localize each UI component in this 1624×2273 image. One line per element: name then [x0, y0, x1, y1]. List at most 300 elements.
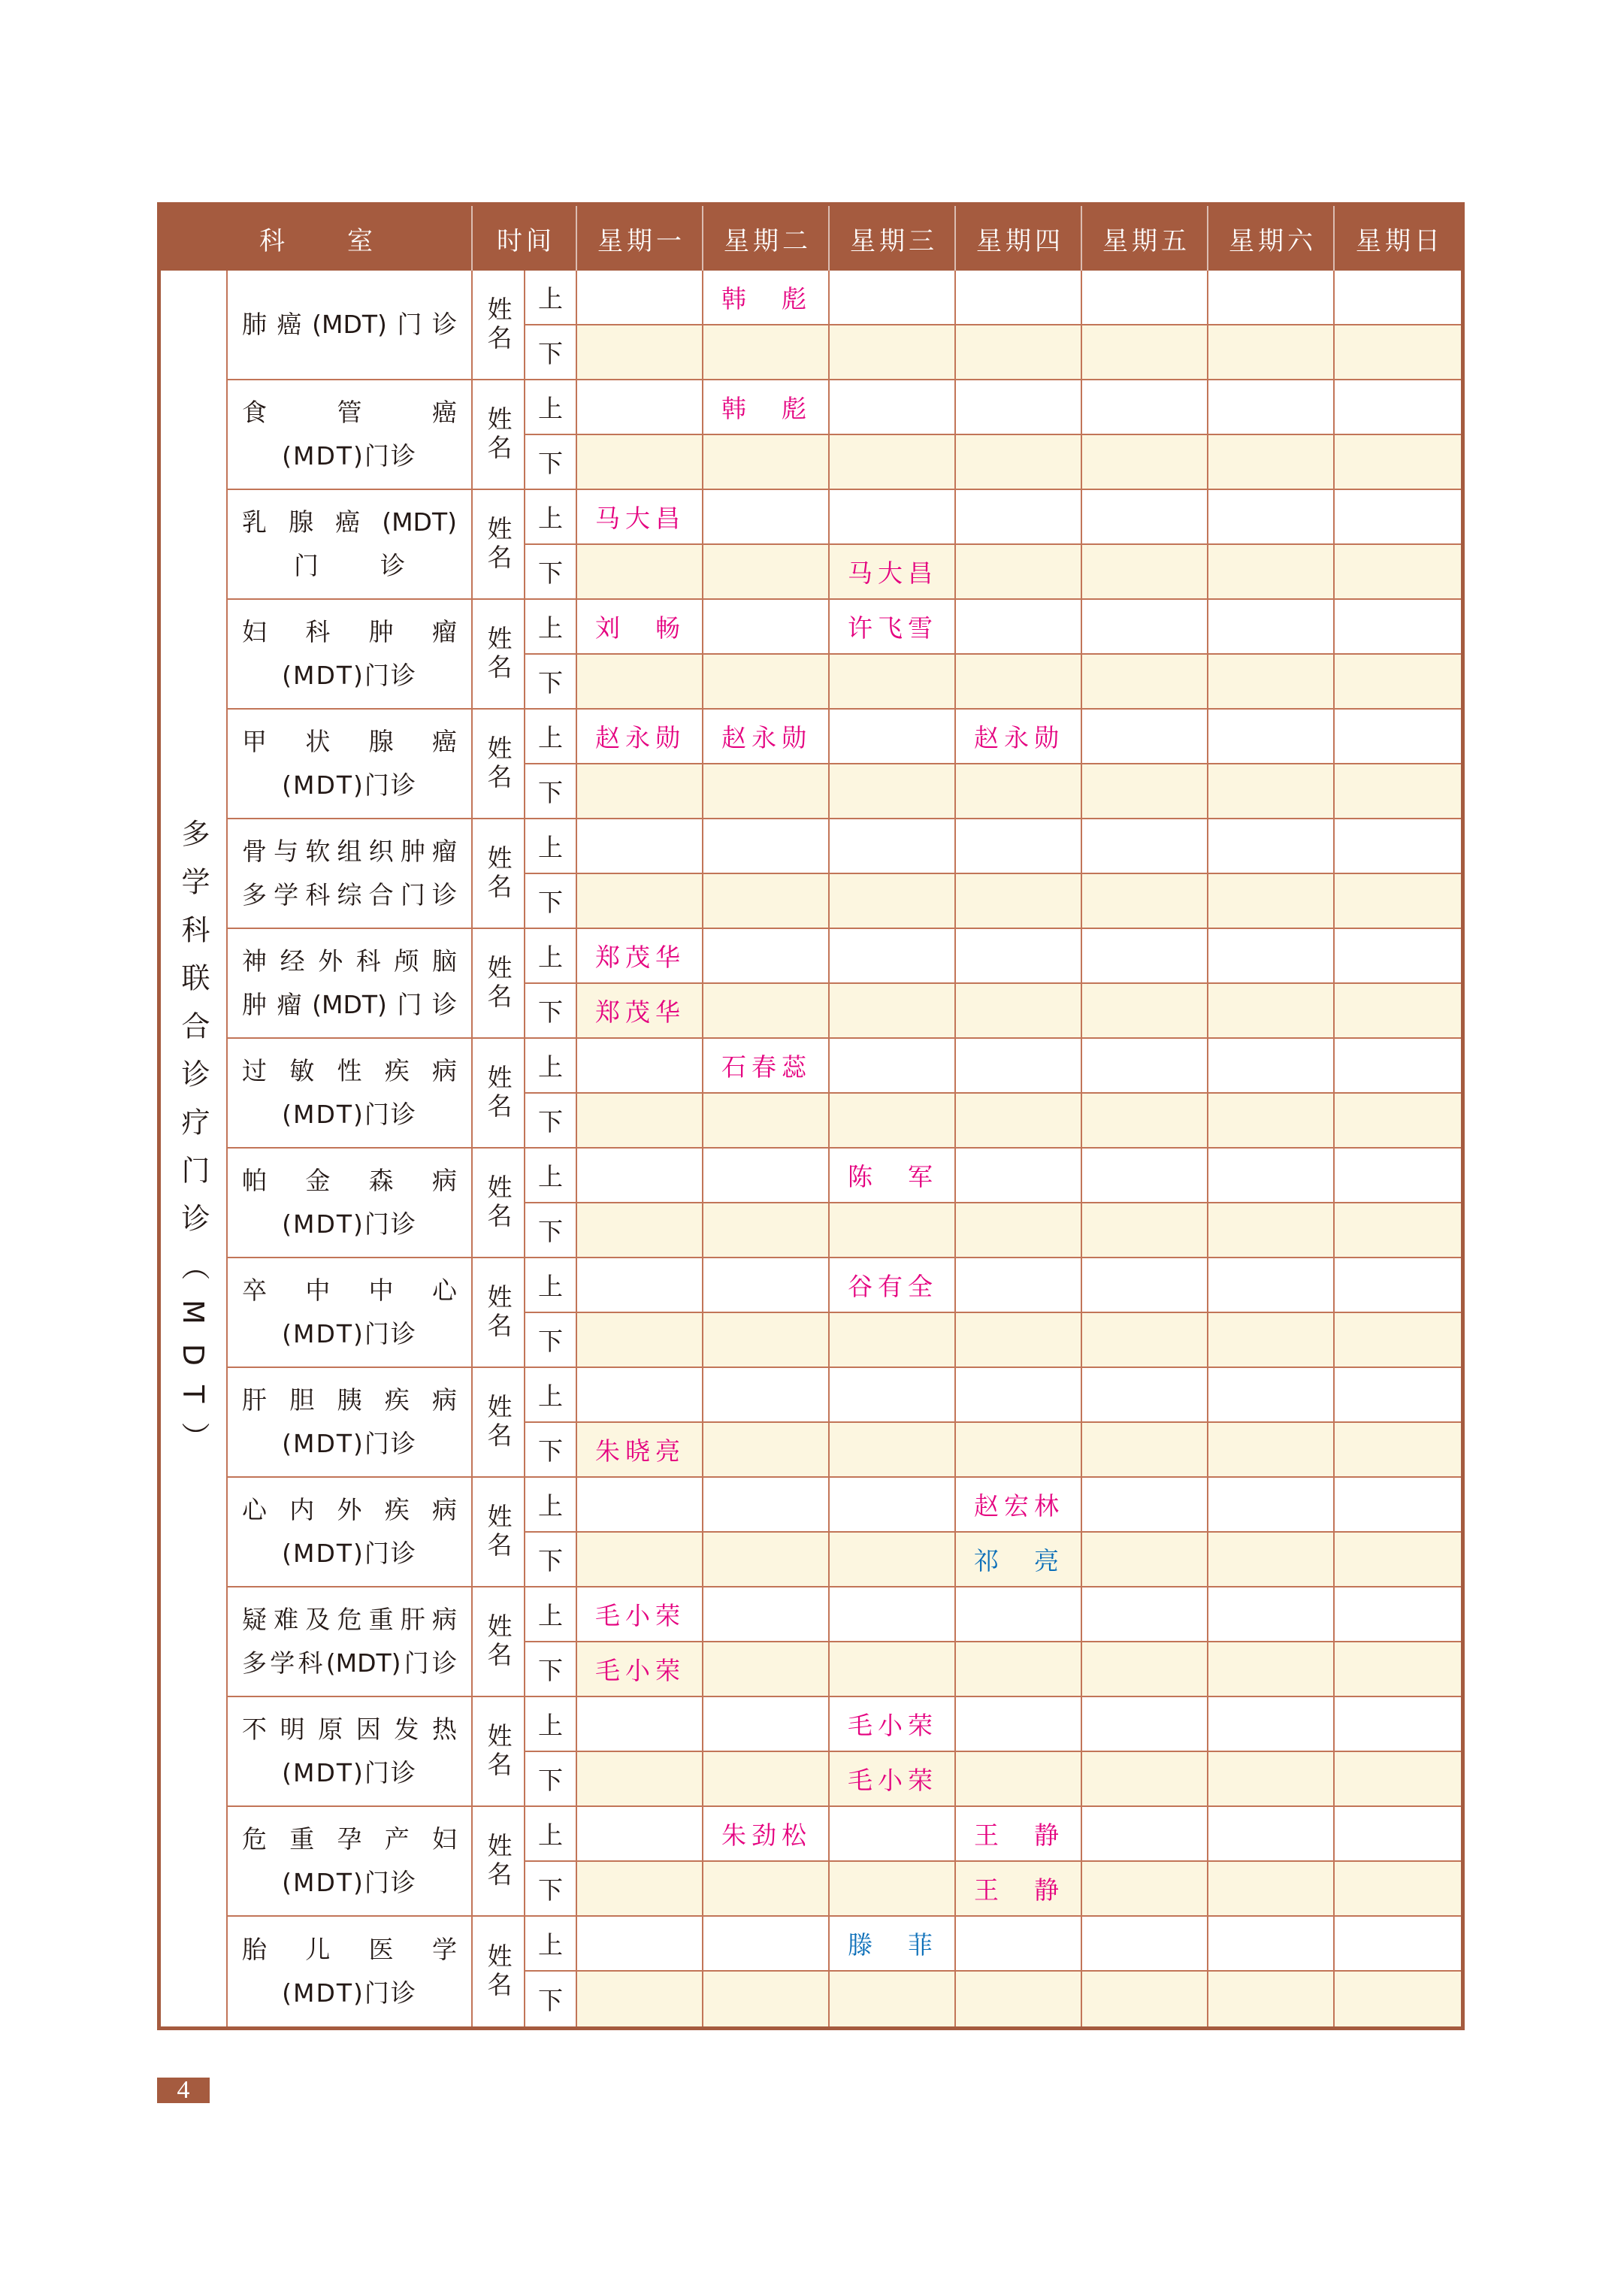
period-pm-label: 下	[525, 1423, 577, 1478]
doctor-name: 马大昌	[848, 558, 938, 588]
doctor-name: 赵宏林	[974, 1491, 1064, 1521]
schedule-cell-thu-pm	[956, 1972, 1082, 2026]
department-label	[228, 271, 473, 380]
department-label-line: (MDT)门诊	[282, 441, 417, 471]
schedule-cell-mon-pm	[577, 1423, 703, 1478]
schedule-cell-fri-am	[1082, 1478, 1208, 1533]
period-pm-label: 下	[525, 1862, 577, 1917]
period-am-label: 上	[525, 1478, 577, 1533]
period-am-label: 上	[525, 1807, 577, 1862]
schedule-cell-tue-am	[703, 710, 830, 764]
department-label-line: 妇科肿瘤	[242, 617, 457, 646]
schedule-cell-sun-am	[1335, 1149, 1461, 1203]
department-label	[228, 1258, 473, 1368]
period-am-label: 上	[525, 1917, 577, 1972]
department-label	[228, 380, 473, 490]
schedule-cell-tue-am	[703, 1368, 830, 1423]
schedule-cell-sun-pm	[1335, 1642, 1461, 1697]
schedule-cell-thu-am	[956, 1917, 1082, 1972]
department-label-line: 肿瘤(MDT)门诊	[242, 990, 457, 1019]
schedule-cell-mon-pm	[577, 764, 703, 819]
name-label: 姓名	[483, 1613, 513, 1670]
period-pm-label: 下	[525, 655, 577, 710]
schedule-cell-tue-am	[703, 490, 830, 545]
schedule-cell-wed-am	[830, 1149, 956, 1203]
schedule-cell-wed-am	[830, 929, 956, 984]
name-label: 姓名	[483, 1284, 513, 1341]
name-label: 姓名	[483, 296, 513, 353]
schedule-cell-wed-pm	[830, 874, 956, 929]
name-label-cell	[473, 929, 525, 1039]
department-label-line: 胎儿医学	[242, 1935, 457, 1964]
schedule-cell-wed-am	[830, 1368, 956, 1423]
schedule-cell-wed-am	[830, 1697, 956, 1752]
schedule-cell-wed-pm	[830, 325, 956, 380]
period-am-label: 上	[525, 1149, 577, 1203]
schedule-cell-sat-pm	[1208, 1642, 1335, 1697]
schedule-cell-mon-am	[577, 380, 703, 435]
period-pm-label: 下	[525, 545, 577, 600]
schedule-cell-sat-am	[1208, 1587, 1335, 1642]
schedule-cell-thu-am	[956, 1697, 1082, 1752]
schedule-cell-sat-pm	[1208, 1752, 1335, 1807]
schedule-cell-tue-pm	[703, 1423, 830, 1478]
schedule-cell-sun-am	[1335, 1587, 1461, 1642]
department-label-line: (MDT)门诊	[282, 1100, 417, 1129]
schedule-cell-fri-am	[1082, 1587, 1208, 1642]
period-am-label: 上	[525, 929, 577, 984]
schedule-cell-fri-pm	[1082, 1313, 1208, 1368]
header-day-thu: 星期四	[956, 206, 1082, 271]
department-label-line: (MDT)门诊	[282, 1868, 417, 1897]
period-pm-label: 下	[525, 1203, 577, 1258]
name-label: 姓名	[483, 1394, 513, 1451]
schedule-cell-fri-pm	[1082, 984, 1208, 1039]
department-label-line: 神经外科颅脑	[242, 946, 457, 976]
schedule-cell-tue-am	[703, 1807, 830, 1862]
schedule-cell-wed-am	[830, 490, 956, 545]
schedule-cell-sat-am	[1208, 600, 1335, 655]
schedule-cell-thu-am	[956, 710, 1082, 764]
schedule-cell-wed-pm	[830, 1313, 956, 1368]
name-label-cell	[473, 1368, 525, 1478]
name-label: 姓名	[483, 625, 513, 683]
schedule-cell-thu-pm	[956, 1094, 1082, 1149]
doctor-name: 韩 彪	[721, 394, 812, 423]
schedule-cell-fri-am	[1082, 819, 1208, 874]
name-label-cell	[473, 380, 525, 490]
department-label	[228, 1807, 473, 1917]
department-label-line: (MDT)门诊	[282, 661, 417, 690]
schedule-cell-sun-am	[1335, 271, 1461, 325]
schedule-cell-sat-pm	[1208, 1203, 1335, 1258]
schedule-cell-sat-pm	[1208, 435, 1335, 490]
schedule-cell-mon-pm	[577, 1752, 703, 1807]
schedule-cell-fri-am	[1082, 1039, 1208, 1094]
schedule-cell-tue-pm	[703, 984, 830, 1039]
schedule-cell-sat-am	[1208, 710, 1335, 764]
schedule-cell-wed-pm	[830, 1423, 956, 1478]
department-label-line: (MDT)门诊	[282, 1429, 417, 1458]
period-pm-label: 下	[525, 764, 577, 819]
period-pm-label: 下	[525, 984, 577, 1039]
schedule-cell-wed-pm	[830, 1533, 956, 1587]
schedule-cell-sun-pm	[1335, 435, 1461, 490]
schedule-cell-wed-am	[830, 1917, 956, 1972]
department-label-line: 肺癌(MDT)门诊	[242, 310, 457, 339]
schedule-cell-sat-pm	[1208, 1862, 1335, 1917]
schedule-cell-fri-am	[1082, 1258, 1208, 1313]
name-label: 姓名	[483, 1723, 513, 1780]
schedule-cell-sun-pm	[1335, 1094, 1461, 1149]
schedule-cell-sun-pm	[1335, 1972, 1461, 2026]
doctor-name: 郑茂华	[595, 997, 685, 1027]
schedule-cell-wed-am	[830, 1478, 956, 1533]
schedule-cell-mon-pm	[577, 655, 703, 710]
schedule-cell-sat-am	[1208, 1807, 1335, 1862]
schedule-cell-wed-am	[830, 1258, 956, 1313]
schedule-cell-sat-pm	[1208, 1313, 1335, 1368]
header-day-sun: 星期日	[1335, 206, 1461, 271]
schedule-cell-thu-am	[956, 1039, 1082, 1094]
schedule-cell-thu-pm	[956, 435, 1082, 490]
period-am-label: 上	[525, 1587, 577, 1642]
department-label-line: 肝胆胰疾病	[242, 1385, 457, 1415]
schedule-cell-sat-pm	[1208, 1423, 1335, 1478]
page-number: 4	[157, 2078, 210, 2103]
schedule-cell-sun-pm	[1335, 545, 1461, 600]
schedule-cell-tue-pm	[703, 1752, 830, 1807]
schedule-cell-tue-am	[703, 271, 830, 325]
department-label-line: (MDT)门诊	[282, 1319, 417, 1348]
department-label-line: (MDT)门诊	[282, 1209, 417, 1239]
doctor-name: 赵永勋	[721, 723, 812, 752]
schedule-cell-sun-am	[1335, 1039, 1461, 1094]
name-label-cell	[473, 1149, 525, 1258]
schedule-cell-sun-am	[1335, 1478, 1461, 1533]
schedule-cell-sat-am	[1208, 380, 1335, 435]
schedule-cell-thu-pm	[956, 1313, 1082, 1368]
schedule-cell-mon-pm	[577, 1533, 703, 1587]
schedule-cell-sat-pm	[1208, 764, 1335, 819]
schedule-cell-wed-pm	[830, 545, 956, 600]
schedule-cell-sat-am	[1208, 1697, 1335, 1752]
department-label-line: 骨与软组织肿瘤	[242, 837, 457, 866]
schedule-cell-thu-am	[956, 1258, 1082, 1313]
schedule-cell-thu-am	[956, 1368, 1082, 1423]
schedule-cell-mon-pm	[577, 1862, 703, 1917]
header-day-tue: 星期二	[703, 206, 830, 271]
schedule-cell-fri-am	[1082, 929, 1208, 984]
schedule-cell-mon-am	[577, 271, 703, 325]
schedule-cell-tue-am	[703, 1917, 830, 1972]
schedule-cell-sun-am	[1335, 1697, 1461, 1752]
schedule-cell-mon-am	[577, 1039, 703, 1094]
name-label-cell	[473, 490, 525, 600]
doctor-name: 郑茂华	[595, 943, 685, 972]
schedule-cell-thu-am	[956, 819, 1082, 874]
schedule-cell-sun-am	[1335, 1258, 1461, 1313]
schedule-cell-mon-am	[577, 1478, 703, 1533]
period-pm-label: 下	[525, 1533, 577, 1587]
schedule-cell-fri-pm	[1082, 1094, 1208, 1149]
schedule-cell-thu-pm	[956, 1862, 1082, 1917]
schedule-cell-wed-pm	[830, 984, 956, 1039]
name-label: 姓名	[483, 845, 513, 902]
schedule-cell-sat-am	[1208, 271, 1335, 325]
name-label: 姓名	[483, 1503, 513, 1560]
schedule-cell-sat-pm	[1208, 1972, 1335, 2026]
schedule-cell-sat-am	[1208, 1368, 1335, 1423]
schedule-cell-sun-am	[1335, 710, 1461, 764]
header-day-wed: 星期三	[830, 206, 956, 271]
doctor-name: 王 静	[974, 1875, 1064, 1905]
header-day-mon: 星期一	[577, 206, 703, 271]
header-time: 时间	[473, 206, 577, 271]
schedule-cell-mon-pm	[577, 1642, 703, 1697]
schedule-cell-thu-am	[956, 1587, 1082, 1642]
schedule-cell-fri-pm	[1082, 764, 1208, 819]
schedule-cell-tue-am	[703, 1258, 830, 1313]
schedule-cell-sat-am	[1208, 1039, 1335, 1094]
schedule-cell-mon-am	[577, 1258, 703, 1313]
schedule-cell-thu-pm	[956, 1423, 1082, 1478]
header-day-fri: 星期五	[1082, 206, 1208, 271]
mdt-schedule-table	[157, 202, 1465, 2030]
period-am-label: 上	[525, 271, 577, 325]
schedule-cell-wed-am	[830, 819, 956, 874]
schedule-cell-mon-am	[577, 600, 703, 655]
schedule-cell-sun-pm	[1335, 1313, 1461, 1368]
schedule-cell-sat-am	[1208, 1258, 1335, 1313]
schedule-cell-thu-pm	[956, 764, 1082, 819]
schedule-cell-wed-pm	[830, 1094, 956, 1149]
period-pm-label: 下	[525, 1313, 577, 1368]
schedule-cell-wed-am	[830, 1807, 956, 1862]
schedule-cell-sun-pm	[1335, 655, 1461, 710]
doctor-name: 石春蕊	[721, 1052, 812, 1082]
schedule-cell-sat-pm	[1208, 874, 1335, 929]
schedule-cell-mon-pm	[577, 1313, 703, 1368]
schedule-cell-thu-pm	[956, 655, 1082, 710]
schedule-cell-thu-pm	[956, 325, 1082, 380]
period-pm-label: 下	[525, 1752, 577, 1807]
schedule-cell-thu-pm	[956, 1752, 1082, 1807]
period-am-label: 上	[525, 600, 577, 655]
schedule-cell-sat-pm	[1208, 984, 1335, 1039]
schedule-cell-wed-am	[830, 1587, 956, 1642]
period-am-label: 上	[525, 1697, 577, 1752]
schedule-cell-sun-pm	[1335, 874, 1461, 929]
schedule-cell-sun-pm	[1335, 1423, 1461, 1478]
name-label-cell	[473, 710, 525, 819]
schedule-cell-thu-am	[956, 929, 1082, 984]
schedule-cell-fri-am	[1082, 490, 1208, 545]
department-label	[228, 1149, 473, 1258]
schedule-cell-tue-pm	[703, 655, 830, 710]
schedule-cell-sat-am	[1208, 1478, 1335, 1533]
schedule-cell-wed-am	[830, 600, 956, 655]
schedule-cell-thu-pm	[956, 1533, 1082, 1587]
doctor-name: 滕 菲	[848, 1930, 938, 1960]
department-label	[228, 929, 473, 1039]
schedule-cell-tue-pm	[703, 1313, 830, 1368]
schedule-cell-sun-am	[1335, 1917, 1461, 1972]
name-label-cell	[473, 271, 525, 380]
schedule-cell-wed-pm	[830, 764, 956, 819]
department-label-line: 多学科(MDT)门诊	[242, 1648, 457, 1678]
schedule-cell-fri-pm	[1082, 1203, 1208, 1258]
doctor-name: 赵永勋	[595, 723, 685, 752]
schedule-cell-fri-pm	[1082, 1862, 1208, 1917]
name-label: 姓名	[483, 1174, 513, 1231]
department-label-line: (MDT)门诊	[282, 1978, 417, 2008]
schedule-cell-mon-pm	[577, 984, 703, 1039]
department-label	[228, 1039, 473, 1149]
department-label	[228, 819, 473, 929]
period-pm-label: 下	[525, 325, 577, 380]
doctor-name: 赵永勋	[974, 723, 1064, 752]
schedule-cell-mon-am	[577, 1807, 703, 1862]
schedule-cell-sat-pm	[1208, 655, 1335, 710]
schedule-cell-mon-pm	[577, 545, 703, 600]
name-label: 姓名	[483, 406, 513, 463]
department-label-line: 门诊	[294, 551, 405, 580]
department-label	[228, 1697, 473, 1807]
schedule-cell-thu-am	[956, 1149, 1082, 1203]
name-label: 姓名	[483, 955, 513, 1012]
department-label-line: 危重孕产妇	[242, 1824, 457, 1854]
schedule-cell-thu-am	[956, 1478, 1082, 1533]
schedule-cell-sat-pm	[1208, 545, 1335, 600]
period-pm-label: 下	[525, 1094, 577, 1149]
name-label-cell	[473, 1697, 525, 1807]
schedule-cell-mon-am	[577, 929, 703, 984]
schedule-cell-sun-am	[1335, 490, 1461, 545]
name-label-cell	[473, 600, 525, 710]
name-label-cell	[473, 1039, 525, 1149]
doctor-name: 马大昌	[595, 504, 685, 533]
schedule-cell-fri-pm	[1082, 1423, 1208, 1478]
doctor-name: 刘 畅	[595, 613, 685, 643]
schedule-cell-sat-am	[1208, 1149, 1335, 1203]
schedule-cell-mon-am	[577, 1368, 703, 1423]
schedule-cell-fri-am	[1082, 380, 1208, 435]
department-label-line: 不明原因发热	[242, 1715, 457, 1744]
department-label	[228, 1368, 473, 1478]
schedule-cell-wed-pm	[830, 1203, 956, 1258]
schedule-cell-tue-am	[703, 380, 830, 435]
schedule-cell-tue-pm	[703, 1203, 830, 1258]
doctor-name: 韩 彪	[721, 284, 812, 313]
period-am-label: 上	[525, 1039, 577, 1094]
schedule-cell-thu-pm	[956, 545, 1082, 600]
period-am-label: 上	[525, 819, 577, 874]
schedule-cell-fri-pm	[1082, 325, 1208, 380]
period-pm-label: 下	[525, 435, 577, 490]
category-label: 多学科联合诊疗门诊（MDT）	[177, 819, 210, 1471]
doctor-name: 朱劲松	[721, 1821, 812, 1850]
category-label-cell	[161, 271, 228, 2026]
name-label-cell	[473, 1917, 525, 2026]
schedule-cell-fri-pm	[1082, 1642, 1208, 1697]
department-label	[228, 1587, 473, 1697]
name-label: 姓名	[483, 516, 513, 573]
name-label: 姓名	[483, 1943, 513, 2000]
schedule-cell-sun-pm	[1335, 984, 1461, 1039]
schedule-cell-tue-pm	[703, 874, 830, 929]
schedule-cell-sun-am	[1335, 1807, 1461, 1862]
name-label-cell	[473, 1807, 525, 1917]
schedule-cell-thu-am	[956, 490, 1082, 545]
schedule-cell-mon-pm	[577, 435, 703, 490]
schedule-cell-fri-pm	[1082, 874, 1208, 929]
schedule-cell-fri-am	[1082, 1149, 1208, 1203]
department-label-line: 疑难及危重肝病	[242, 1605, 457, 1634]
name-label: 姓名	[483, 1833, 513, 1890]
schedule-cell-sat-am	[1208, 1917, 1335, 1972]
schedule-cell-wed-pm	[830, 435, 956, 490]
department-label-line: 甲状腺癌	[242, 727, 457, 756]
schedule-cell-sun-am	[1335, 929, 1461, 984]
schedule-cell-mon-pm	[577, 325, 703, 380]
department-label-line: 多学科综合门诊	[242, 880, 457, 910]
department-label-line: (MDT)门诊	[282, 1758, 417, 1787]
schedule-cell-tue-am	[703, 1587, 830, 1642]
department-label	[228, 1917, 473, 2026]
schedule-cell-tue-pm	[703, 1972, 830, 2026]
period-am-label: 上	[525, 490, 577, 545]
schedule-cell-sat-am	[1208, 490, 1335, 545]
schedule-cell-tue-am	[703, 600, 830, 655]
name-label-cell	[473, 819, 525, 929]
schedule-cell-wed-pm	[830, 1642, 956, 1697]
schedule-cell-tue-pm	[703, 435, 830, 490]
schedule-cell-tue-pm	[703, 1533, 830, 1587]
doctor-name: 谷有全	[848, 1272, 938, 1301]
schedule-cell-tue-pm	[703, 325, 830, 380]
schedule-cell-sun-am	[1335, 819, 1461, 874]
schedule-cell-mon-pm	[577, 1972, 703, 2026]
schedule-cell-wed-am	[830, 380, 956, 435]
doctor-name: 王 静	[974, 1821, 1064, 1850]
name-label-cell	[473, 1258, 525, 1368]
schedule-cell-sun-pm	[1335, 1533, 1461, 1587]
department-label-line: 心内外疾病	[242, 1495, 457, 1524]
schedule-cell-sun-am	[1335, 380, 1461, 435]
doctor-name: 毛小荣	[595, 1601, 685, 1630]
header-department: 科 室	[161, 206, 473, 271]
schedule-cell-fri-pm	[1082, 545, 1208, 600]
schedule-cell-sun-am	[1335, 600, 1461, 655]
department-label	[228, 600, 473, 710]
schedule-cell-tue-am	[703, 1697, 830, 1752]
department-label-line: 乳腺癌(MDT)	[242, 507, 457, 537]
schedule-cell-sat-am	[1208, 929, 1335, 984]
schedule-cell-thu-pm	[956, 984, 1082, 1039]
schedule-cell-fri-pm	[1082, 1533, 1208, 1587]
period-pm-label: 下	[525, 874, 577, 929]
schedule-cell-mon-am	[577, 819, 703, 874]
schedule-cell-mon-am	[577, 1917, 703, 1972]
schedule-cell-thu-pm	[956, 1642, 1082, 1697]
schedule-cell-sat-pm	[1208, 1533, 1335, 1587]
schedule-cell-wed-am	[830, 271, 956, 325]
doctor-name: 许飞雪	[848, 613, 938, 643]
name-label: 姓名	[483, 735, 513, 792]
doctor-name: 祁 亮	[974, 1546, 1064, 1575]
schedule-cell-tue-am	[703, 929, 830, 984]
